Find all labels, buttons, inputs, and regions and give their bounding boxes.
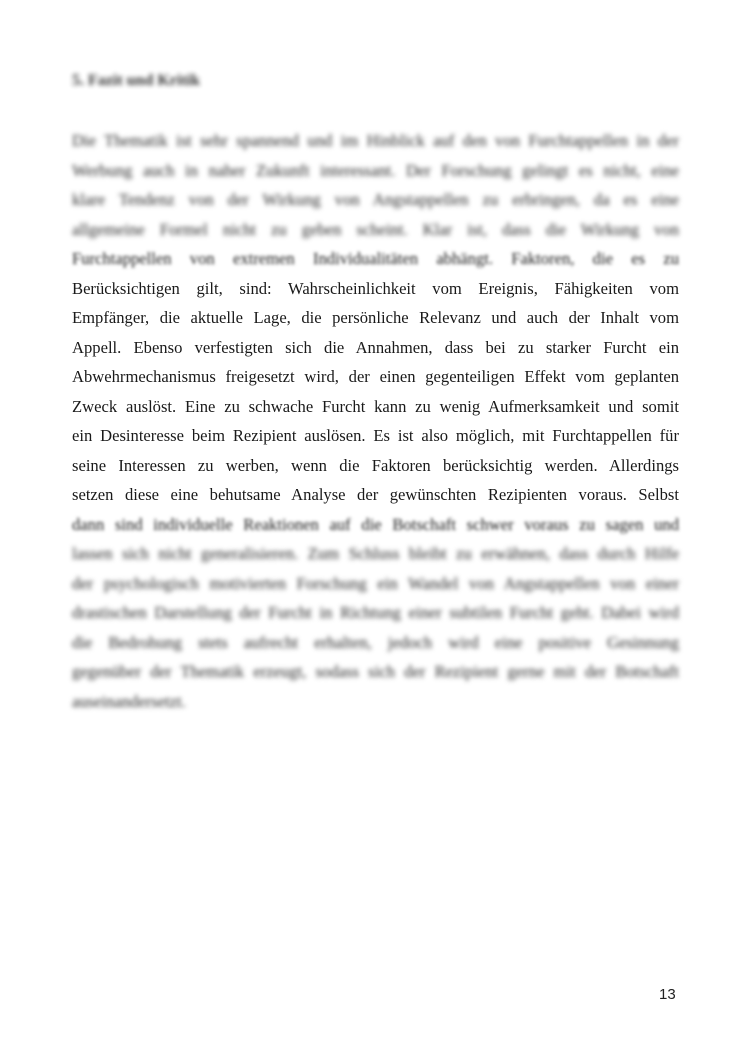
paragraph-line-4: allgemeine Formel nicht zu geben scheint. Klar ist, dass die Wirkung von [72, 219, 679, 239]
paragraph-line-19: gegenüber der Thematik erzeugt, sodass sich der Rezipient gerne mit der Botschaft [72, 662, 679, 681]
paragraph-line-2: Werbung auch in naher Zukunft interessant. Der Forschung gelingt es nicht, eine [72, 160, 679, 180]
paragraph-line-12: seine Interessen zu werben, wenn die Faktoren berücksichtig werden. Allerdings [72, 455, 679, 475]
paragraph-line-15: lassen sich nicht generalisieren. Zum Schluss bleibt zu erwähnen, dass durch Hilfe [72, 544, 679, 563]
paragraph-line-16: der psychologisch motivierten Forschung ein Wandel von Angstappellen von einer [72, 573, 679, 593]
paragraph-line-11: ein Desinteresse beim Rezipient auslösen. Es ist also möglich, mit Furchtappellen für [72, 426, 679, 445]
section-heading: 5. Fazit und Kritik [72, 72, 201, 89]
paragraph-line-9: Abwehrmechanismus freigesetzt wird, der einen gegenteiligen Effekt vom geplanten [72, 367, 679, 386]
paragraph-line-7: Empfänger, die aktuelle Lage, die persönliche Relevanz und auch der Inhalt vom [72, 308, 679, 327]
paragraph-line-1: Die Thematik ist sehr spannend und im Hinblick auf den von Furchtappellen in der [72, 131, 679, 150]
paragraph-line-10: Zweck auslöst. Eine zu schwache Furcht kann zu wenig Aufmerksamkeit und somit [72, 396, 679, 416]
page-number: 13 [659, 986, 676, 1003]
paragraph-line-5: Furchtappellen von extremen Individualitäten abhängt. Faktoren, die es zu [72, 249, 679, 268]
paragraph-line-14: dann sind individuelle Reaktionen auf die Botschaft schwer voraus zu sagen und [72, 514, 679, 534]
paragraph-line-13: setzen diese eine behutsame Analyse der gewünschten Rezipienten voraus. Selbst [72, 485, 679, 504]
paragraph-line-18: die Bedrohung stets aufrecht erhalten, jedoch wird eine positive Gesinnung [72, 632, 679, 652]
paragraph-line-3: klare Tendenz von der Wirkung von Angstappellen zu erbringen, da es eine [72, 190, 679, 209]
paragraph-line-6: Berücksichtigen gilt, sind: Wahrscheinlichkeit vom Ereignis, Fähigkeiten vom [72, 278, 679, 298]
paragraph-line-8: Appell. Ebenso verfestigten sich die Annahmen, dass bei zu starker Furcht ein [72, 337, 679, 357]
paragraph-line-17: drastischen Darstellung der Furcht in Richtung einer subtilen Furcht geht. Dabei wird [72, 603, 679, 622]
conclusion-paragraph [72, 126, 679, 716]
paragraph-line-20: auseinandersetzt. [72, 691, 186, 711]
